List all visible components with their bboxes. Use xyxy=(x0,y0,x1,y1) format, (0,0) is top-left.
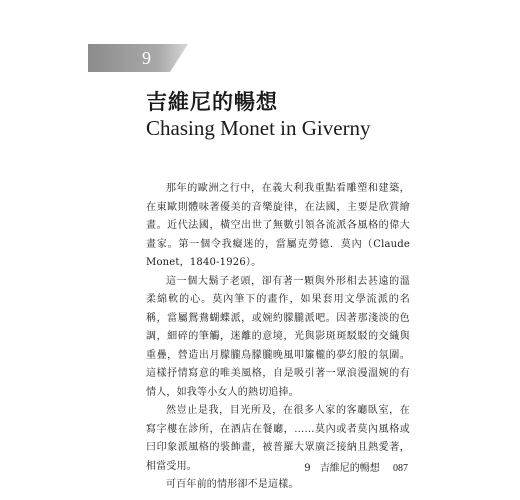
footer-chapter-number: 9 xyxy=(304,463,311,474)
body-text xyxy=(146,180,410,495)
chapter-tab xyxy=(88,44,188,72)
paragraph: 這一個大鬍子老頭，卻有著一顆與外形相去甚遠的溫柔綿軟的心。莫內筆下的畫作，如果套用文學流派的名稱，當屬鴛鴦蝴蝶派，或婉約朦朧派吧。因著那淺淡的色調，細碎的筆觸，迷離的意境，光與影斑斑駁駁的交織與重疊，營造出月朦朧鳥朦朧晚風叩簾櫳的夢幻般的氛圍。這樣抒情寫意的唯美風格，自是吸引著一眾浪漫溫婉的有情人，如我等小女人的熱切追捧。 xyxy=(146,275,410,398)
paragraph: 可百年前的情形卻不是這樣。 xyxy=(166,479,299,490)
chapter-title-chinese: 吉維尼的暢想 xyxy=(146,89,278,114)
paragraph: 那年的歐洲之行中，在義大利我重點看雕塑和建築，在東歐則體味著優美的音樂旋律，在法國，主要是欣賞繪畫。近代法國，橫空出世了無數引領各流派各風格的偉大畫家。第一個令我癡迷的，當屬克勞德．莫內（Claude Monet，1840-1926）。 xyxy=(146,183,410,268)
chapter-number: 9 xyxy=(142,48,151,68)
footer-chapter-title: 吉維尼的暢想 xyxy=(319,463,380,474)
paragraph: 然豈止是我，目光所及，在很多人家的客廳臥室，在寫字樓在診所，在酒店在餐廳，……莫內或者莫內風格或曰印象派風格的裝飾畫，被普羅大眾廣泛接納且熱愛著，相當受用。 xyxy=(146,405,410,472)
running-footer xyxy=(298,462,408,476)
chapter-title-english: Chasing Monet in Giverny xyxy=(146,116,371,140)
page-number: 087 xyxy=(393,463,408,474)
